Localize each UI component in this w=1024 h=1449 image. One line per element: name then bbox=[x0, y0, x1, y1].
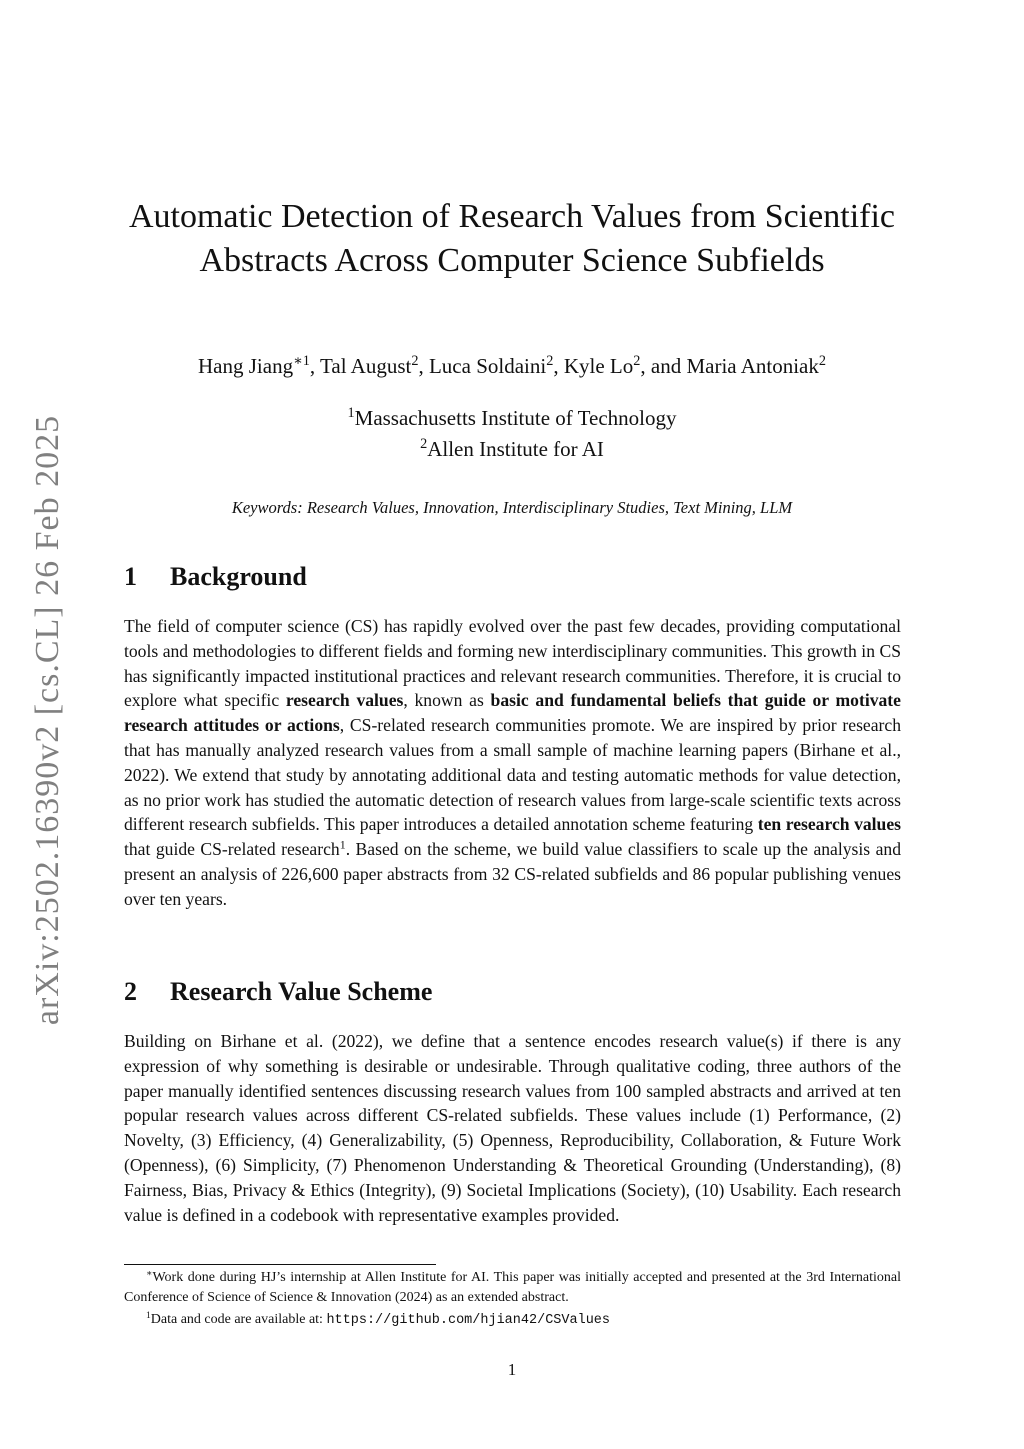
bold-term: ten research values bbox=[757, 814, 901, 835]
author-affiliation-mark: 2 bbox=[546, 353, 554, 370]
text-run: . Based on the scheme, we build value classifiers to scale up the analysis and present an analysis of 226,600 paper abstracts from 32 CS-related subfields and 86 popular publishing venues over ten years. bbox=[124, 839, 901, 909]
section-heading-research-value-scheme bbox=[124, 976, 904, 1008]
footnote-mark: 1 bbox=[146, 1310, 151, 1321]
author-affiliation-mark: ∗1 bbox=[293, 353, 310, 370]
author-name: Kyle Lo bbox=[563, 354, 634, 378]
text-run: , CS-related research communities promote. We are inspired by prior research that has manually analyzed research values from a small sample of machine learning papers (Birhane et al., 2022). We extend that study by annotating additional data and testing automatic methods for value detection, as no prior work has studied the automatic detection of research values from large-scale scientific texts across different research subfields. This paper introduces a detailed annotation scheme featuring bbox=[124, 715, 901, 835]
affiliation bbox=[122, 403, 902, 434]
affiliation-name: Massachusetts Institute of Technology bbox=[354, 406, 677, 430]
affiliation-mark: 1 bbox=[347, 405, 355, 422]
text-run: that guide CS-related research bbox=[124, 839, 340, 860]
affiliation-name: Allen Institute for AI bbox=[427, 437, 604, 461]
arxiv-watermark bbox=[18, 414, 78, 1026]
author-name: Hang Jiang bbox=[198, 354, 294, 378]
page-number: 1 bbox=[507, 1360, 517, 1379]
author-affiliation-mark: 2 bbox=[411, 353, 419, 370]
affiliation-mark: 2 bbox=[420, 436, 428, 453]
footnote-star bbox=[124, 1268, 901, 1308]
paper-title: Automatic Detection of Research Values from Scientific Abstracts Across Computer Science Subfields bbox=[128, 198, 895, 279]
text-run: The field of computer science (CS) has rapidly evolved over the past few decades, providing computational tools and methodologies to different fields and forming new interdisciplinary communities. This growth in CS has significantly impacted institutional practices and relevant research communities. Therefore, it is crucial to explore what specific bbox=[124, 616, 901, 711]
section-number: 2 bbox=[124, 977, 137, 1006]
author-list bbox=[122, 352, 902, 380]
arxiv-watermark-text: arXiv:2502.16390v2 [cs.CL] 26 Feb 2025 bbox=[29, 414, 66, 1026]
footnote-text: Data and code are available at: bbox=[150, 1312, 327, 1327]
section-number: 1 bbox=[124, 562, 137, 591]
section-heading-background bbox=[124, 561, 904, 593]
text-run: , known as bbox=[403, 690, 491, 711]
background-paragraph bbox=[124, 614, 901, 912]
affiliation bbox=[122, 434, 902, 465]
footnote-mark: ∗ bbox=[146, 1268, 153, 1279]
bold-term: research values bbox=[285, 690, 404, 711]
affiliation-list bbox=[122, 403, 902, 465]
footnote-text: Work done during HJ’s internship at Allen Institute for AI. This paper was initially accepted and presented at the 3rd International Conference of Science of Science & Innovation (2024) as an extended abstract. bbox=[124, 1270, 901, 1305]
keywords-line: Keywords: Research Values, Innovation, Interdisciplinary Studies, Text Mining, LLM bbox=[231, 498, 793, 517]
footnote-one bbox=[124, 1310, 901, 1331]
code-url-link[interactable]: https://github.com/hjian42/CSValues bbox=[326, 1313, 610, 1328]
author-separator: , bbox=[309, 354, 321, 378]
footnote-mark: 1 bbox=[339, 837, 346, 852]
author-affiliation-mark: 2 bbox=[633, 353, 641, 370]
footnote-rule bbox=[124, 1264, 436, 1265]
author-name: Maria Antoniak bbox=[686, 354, 819, 378]
author-separator: , and bbox=[640, 354, 687, 378]
scheme-paragraph: Building on Birhane et al. (2022), we define that a sentence encodes research value(s) if there is any expression of why something is desirable or undesirable. Through qualitative coding, three authors of the paper manually identified sentences discussing research values from 100 sampled abstracts and arrived at ten popular research values across different CS-related subfields. These values include (1) Performance, (2) Novelty, (3) Efficiency, (4) Generalizability, (5) Openness, Reproducibility, Collaboration, & Future Work (Openness), (6) Simplicity, (7) Phenomenon Understanding & Theoretical Grounding (Understanding), (8) Fairness, Bias, Privacy & Ethics (Integrity), (9) Societal Implications (Society), (10) Usability. Each research value is defined in a codebook with representative examples provided. bbox=[124, 1031, 901, 1225]
author-name: Tal August bbox=[320, 354, 412, 378]
author-separator: , bbox=[418, 354, 429, 378]
author-name: Luca Soldaini bbox=[428, 354, 547, 378]
author-separator: , bbox=[553, 354, 564, 378]
bold-definition: basic and fundamental beliefs that guide or motivate research attitudes or actions bbox=[124, 690, 901, 736]
section-title: Research Value Scheme bbox=[170, 977, 433, 1006]
section-title: Background bbox=[170, 562, 307, 591]
author-affiliation-mark: 2 bbox=[818, 353, 826, 370]
